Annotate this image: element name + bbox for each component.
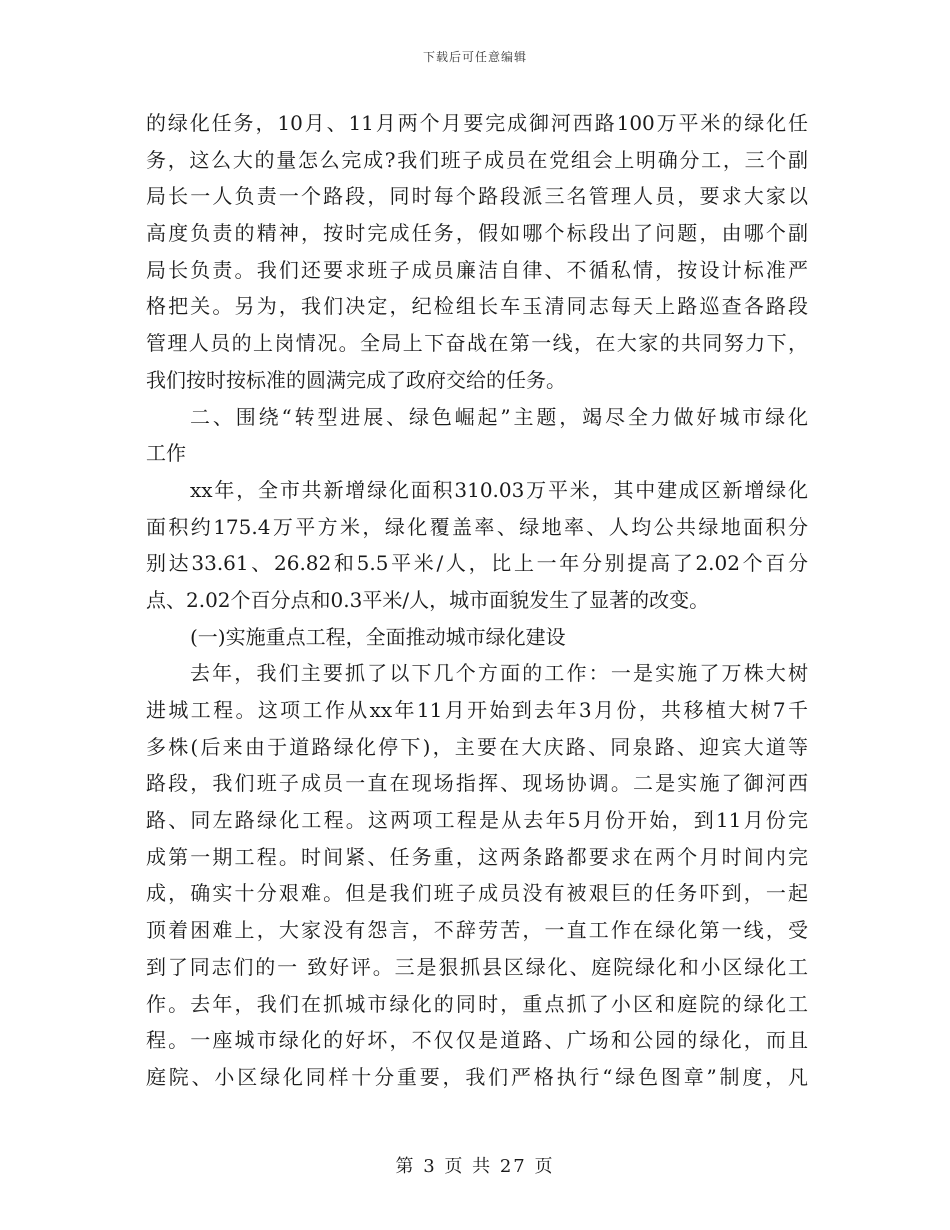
document-body — [146, 105, 808, 1096]
text-line: 多株(后来由于道路绿化停下)，主要在大庆路、同泉路、迎宾大道等 — [146, 734, 808, 759]
text-line: 成第一期工程。时间紧、任务重，这两条路都要求在两个月时间内完 — [146, 844, 808, 869]
page-header: 下载后可任意编辑 — [422, 50, 527, 64]
text-line: 点、2.02个百分点和0.3平米/人，城市面貌发生了显著的改变。 — [146, 587, 710, 612]
text-line: 局长负责。我们还要求班子成员廉洁自律、不循私情，按设计标准严 — [146, 257, 808, 282]
text-line: 程。一座城市绿化的好坏，不仅仅是道路、广场和公园的绿化，而且 — [146, 1028, 808, 1053]
text-line: 路段，我们班子成员一直在现场指挥、现场协调。二是实施了御河西 — [146, 771, 808, 796]
text-line: 成，确实十分艰难。但是我们班子成员没有被艰巨的任务吓到，一起 — [146, 881, 808, 906]
text-line: 高度负责的精神，按时完成任务，假如哪个标段出了问题，由哪个副 — [146, 221, 808, 246]
text-line: 格把关。另为，我们决定，纪检组长车玉清同志每天上路巡查各路段 — [146, 294, 808, 319]
section-heading-line: 工作 — [146, 441, 186, 466]
section-heading-line: 二、围绕“转型进展、绿色崛起”主题，竭尽全力做好城市绿化 — [190, 404, 808, 429]
subsection-heading: (一)实施重点工程，全面推动城市绿化建设 — [190, 624, 566, 649]
page-number-footer: 第 3 页 共 27 页 — [395, 1156, 555, 1177]
text-line: 别达33.61、26.82和5.5平米/人，比上一年分别提高了2.02个百分 — [146, 551, 808, 576]
text-line: 务，这么大的量怎么完成?我们班子成员在党组会上明确分工，三个副 — [146, 147, 808, 172]
text-line: 管理人员的上岗情况。全局上下奋战在第一线，在大家的共同努力下， — [146, 331, 808, 356]
text-line: 作。去年，我们在抓城市绿化的同时，重点抓了小区和庭院的绿化工 — [146, 991, 808, 1016]
text-line: 顶着困难上，大家没有怨言，不辞劳苦，一直工作在绿化第一线，受 — [146, 918, 808, 943]
text-line: 面积约175.4万平方米，绿化覆盖率、绿地率、人均公共绿地面积分 — [146, 514, 808, 539]
text-line: 进城工程。这项工作从xx年11月开始到去年3月份，共移植大树7千 — [146, 698, 808, 722]
text-line: 庭院、小区绿化同样十分重要，我们严格执行“绿色图章”制度，凡 — [146, 1064, 808, 1089]
text-line: 去年，我们主要抓了以下几个方面的工作：一是实施了万株大树 — [190, 661, 808, 686]
text-line: 局长一人负责一个路段，同时每个路段派三名管理人员，要求大家以 — [146, 184, 808, 209]
text-line: xx年，全市共新增绿化面积310.03万平米，其中建成区新增绿化 — [190, 477, 808, 502]
text-line: 的绿化任务，10月、11月两个月要完成御河西路100万平米的绿化任 — [146, 111, 808, 135]
text-line: 我们按时按标准的圆满完成了政府交给的任务。 — [146, 367, 566, 392]
text-line: 路、同左路绿化工程。这两项工程是从去年5月份开始，到11月份完 — [146, 808, 808, 833]
text-line: 到了同志们的一 致好评。三是狠抓县区绿化、庭院绿化和小区绿化工 — [146, 954, 808, 979]
